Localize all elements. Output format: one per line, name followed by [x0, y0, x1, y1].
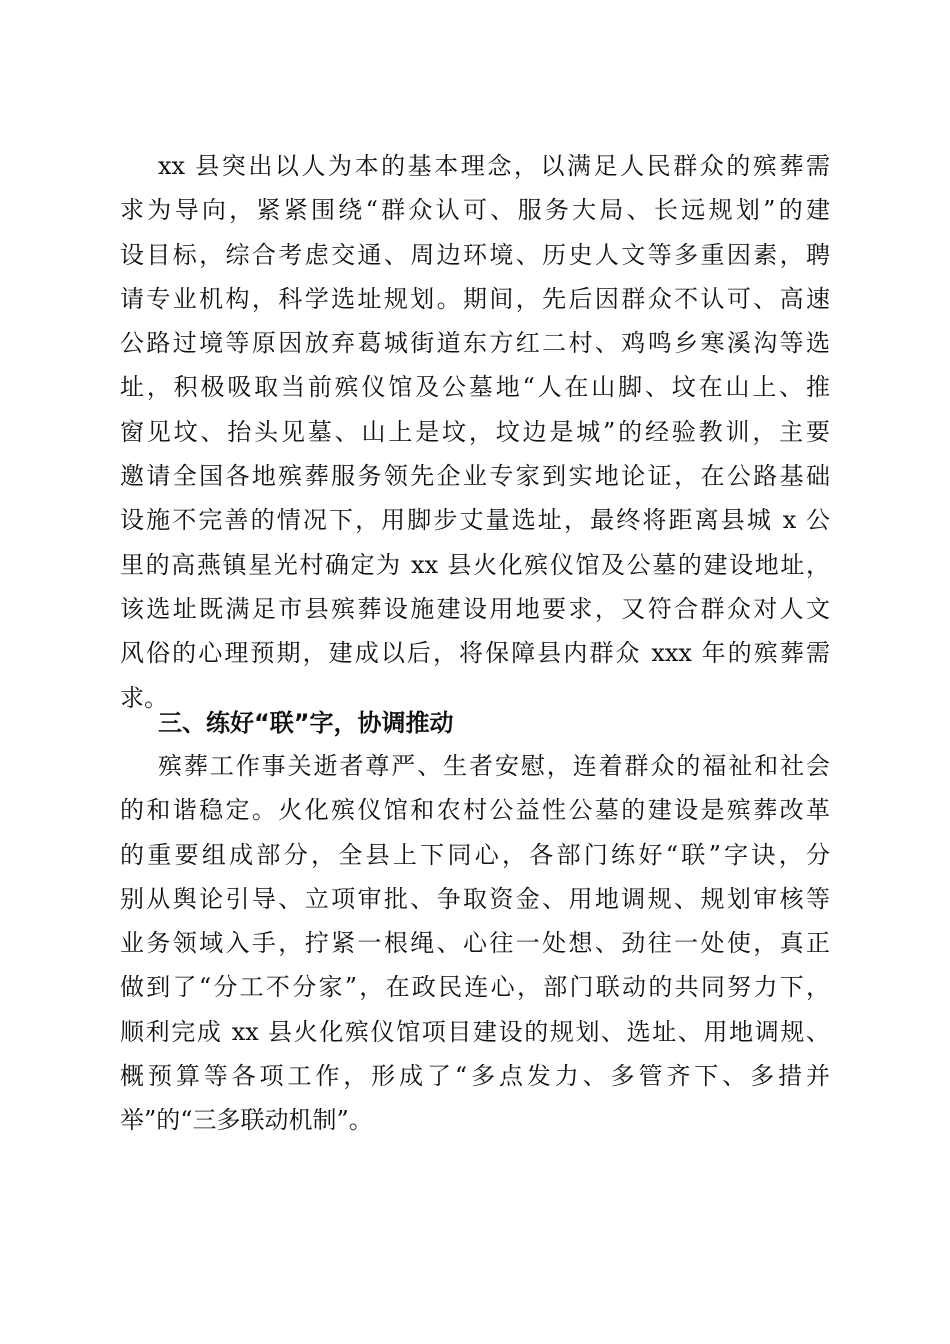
paragraph-line: 请专业机构，科学选址规划。期间，先后因群众不认可、高速 [120, 284, 830, 313]
paragraph-line: 别从舆论引导、立项审批、争取资金、用地调规、规划审核等 [120, 884, 830, 913]
paragraph-line: 邀请全国各地殡葬服务领先企业专家到实地论证，在公路基础 [120, 462, 830, 491]
paragraph-line: 风俗的心理预期，建成以后，将保障县内群众 xxx 年的殡葬需 [120, 639, 830, 668]
paragraph-line: 窗见坟、抬头见墓、山上是坟，坟边是城”的经验教训，主要 [120, 417, 830, 446]
paragraph-line: 的和谐稳定。火化殡仪馆和农村公益性公墓的建设是殡葬改革 [120, 796, 830, 825]
paragraph-line: 里的高燕镇星光村确定为 xx 县火化殡仪馆及公墓的建设地址， [120, 550, 830, 579]
paragraph-line: 设目标，综合考虑交通、周边环境、历史人文等多重因素，聘 [120, 240, 830, 269]
paragraph-line: 概预算等各项工作，形成了“多点发力、多管齐下、多措并 [120, 1062, 830, 1091]
paragraph-line: 该选址既满足市县殡葬设施建设用地要求，又符合群众对人文 [120, 594, 830, 623]
paragraph-line: 公路过境等原因放弃葛城街道东方红二村、鸡鸣乡寒溪沟等选 [120, 329, 830, 358]
paragraph-line: 求。 [120, 683, 168, 712]
paragraph-line: 址，积极吸取当前殡仪馆及公墓地“人在山脚、坟在山上、推 [120, 373, 830, 402]
paragraph-site-selection [120, 144, 830, 720]
paragraph-line: 殡葬工作事关逝者尊严、生者安慰，连着群众的福祉和社会 [158, 752, 830, 780]
paragraph-line: 做到了“分工不分家”，在政民连心，部门联动的共同努力下， [120, 973, 830, 1002]
paragraph-line: 设施不完善的情况下，用脚步丈量选址，最终将距离县城 x 公 [120, 506, 830, 535]
section-heading: 三、练好“联”字，协调推动 [158, 709, 454, 737]
paragraph-line: 业务领域入手，拧紧一根绳、心往一处想、劲往一处使，真正 [120, 929, 830, 958]
paragraph-line: xx 县突出以人为本的基本理念，以满足人民群众的殡葬需 [158, 152, 830, 180]
paragraph-coordination [120, 744, 830, 1143]
paragraph-line: 求为导向，紧紧围绕“群众认可、服务大局、长远规划”的建 [120, 196, 830, 225]
paragraph-line: 的重要组成部分，全县上下同心，各部门练好“联”字诀，分 [120, 840, 830, 869]
paragraph-line: 顺利完成 xx 县火化殡仪馆项目建设的规划、选址、用地调规、 [120, 1017, 830, 1046]
paragraph-line: 举”的“三多联动机制”。 [120, 1106, 373, 1135]
